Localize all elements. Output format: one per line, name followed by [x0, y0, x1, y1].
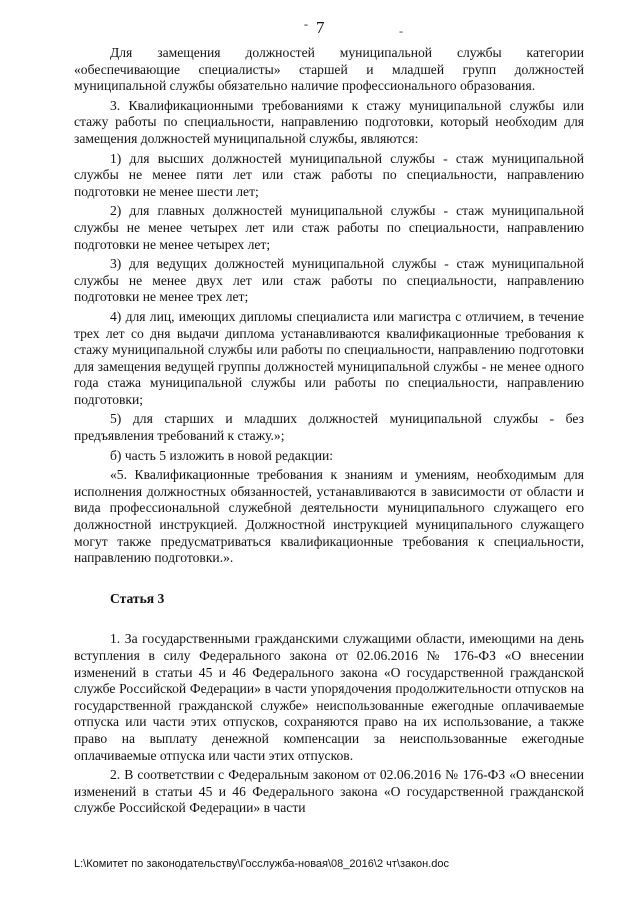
- list-item: 2) для главных должностей муниципальной службы - стаж муниципальной службы не менее четырех лет или стаж работы по специальности, направлению подготовки не менее четырех лет;: [74, 203, 584, 252]
- paragraph: б) часть 5 изложить в новой редакции:: [110, 447, 334, 463]
- page-mark-left: -: [304, 17, 308, 31]
- paragraph: 2. В соответствии с Федеральным законом от 02.06.2016 № 176-ФЗ «О внесении изменений в статьи 45 и 46 Федерального закона «О государственной гражданской службе Российской Федерации» в части: [74, 767, 584, 816]
- list-item: 3) для ведущих должностей муниципальной службы - стаж муниципальной службы не менее двух лет или стаж работы по специальности, направлению подготовки не менее трех лет;: [74, 256, 584, 305]
- paragraph: Для замещения должностей муниципальной службы категории «обеспечивающие специалисты» старшей и младшей групп должностей муниципальной службы обязательно наличие профессионального образования.: [74, 45, 584, 94]
- paragraph: 1. За государственными гражданскими служащими области, имеющими на день вступления в силу Федерального закона от 02.06.2016 № 176-ФЗ «О внесении изменений в статьи 45 и 46 Федерального закона «О государственной гражданской службе Российской Федерации» в части упорядочения продолжительности отпусков на государственной гражданской службе» неиспользованные ежегодные оплачиваемые отпуска или части этих отпусков, сохраняются право на их использование, а также право на выплату денежной компенсации за неиспользованные ежегодные оплачиваемые отпуска или части этих отпусков.: [74, 631, 584, 763]
- document-body: [74, 45, 584, 817]
- paragraph: «5. Квалификационные требования к знаниям и умениям, необходимым для исполнения должностных обязанностей, устанавливаются в зависимости от области и вида профессиональной служебной деятельности муниципального служащего его должностной инструкцией. Должностной инструкцией муниципального служащего могут также предусматриваться квалификационные требования к специальности, направлению подготовки.».: [74, 467, 584, 566]
- page-number: 7: [316, 18, 325, 37]
- page-mark-right: -: [399, 24, 403, 38]
- list-item: 4) для лиц, имеющих дипломы специалиста или магистра с отличием, в течение трех лет со дня выдачи диплома устанавливаются квалификационные требования к стажу муниципальной службы или работы по специальности, направлению подготовки для замещения ведущей группы должностей муниципальной службы - не менее одного года стажа муниципальной службы или работы по специальности, направлению подготовки;: [74, 308, 584, 407]
- paragraph: 3. Квалификационными требованиями к стажу муниципальной службы или стажу работы по специальности, направлению подготовки, который необходим для замещения должностей муниципальной службы, являются:: [74, 97, 584, 146]
- file-path-footer: L:\Комитет по законодательству\Госслужба-новая\08_2016\2 чт\закон.doc: [74, 858, 450, 870]
- list-item: 1) для высших должностей муниципальной службы - стаж муниципальной службы не менее пяти лет или стаж работы по специальности, направлению подготовки не менее шести лет;: [74, 150, 584, 199]
- article-heading: Статья 3: [110, 590, 165, 606]
- list-item: 5) для старших и младших должностей муниципальной службы - без предъявления требований к стажу.»;: [74, 411, 584, 444]
